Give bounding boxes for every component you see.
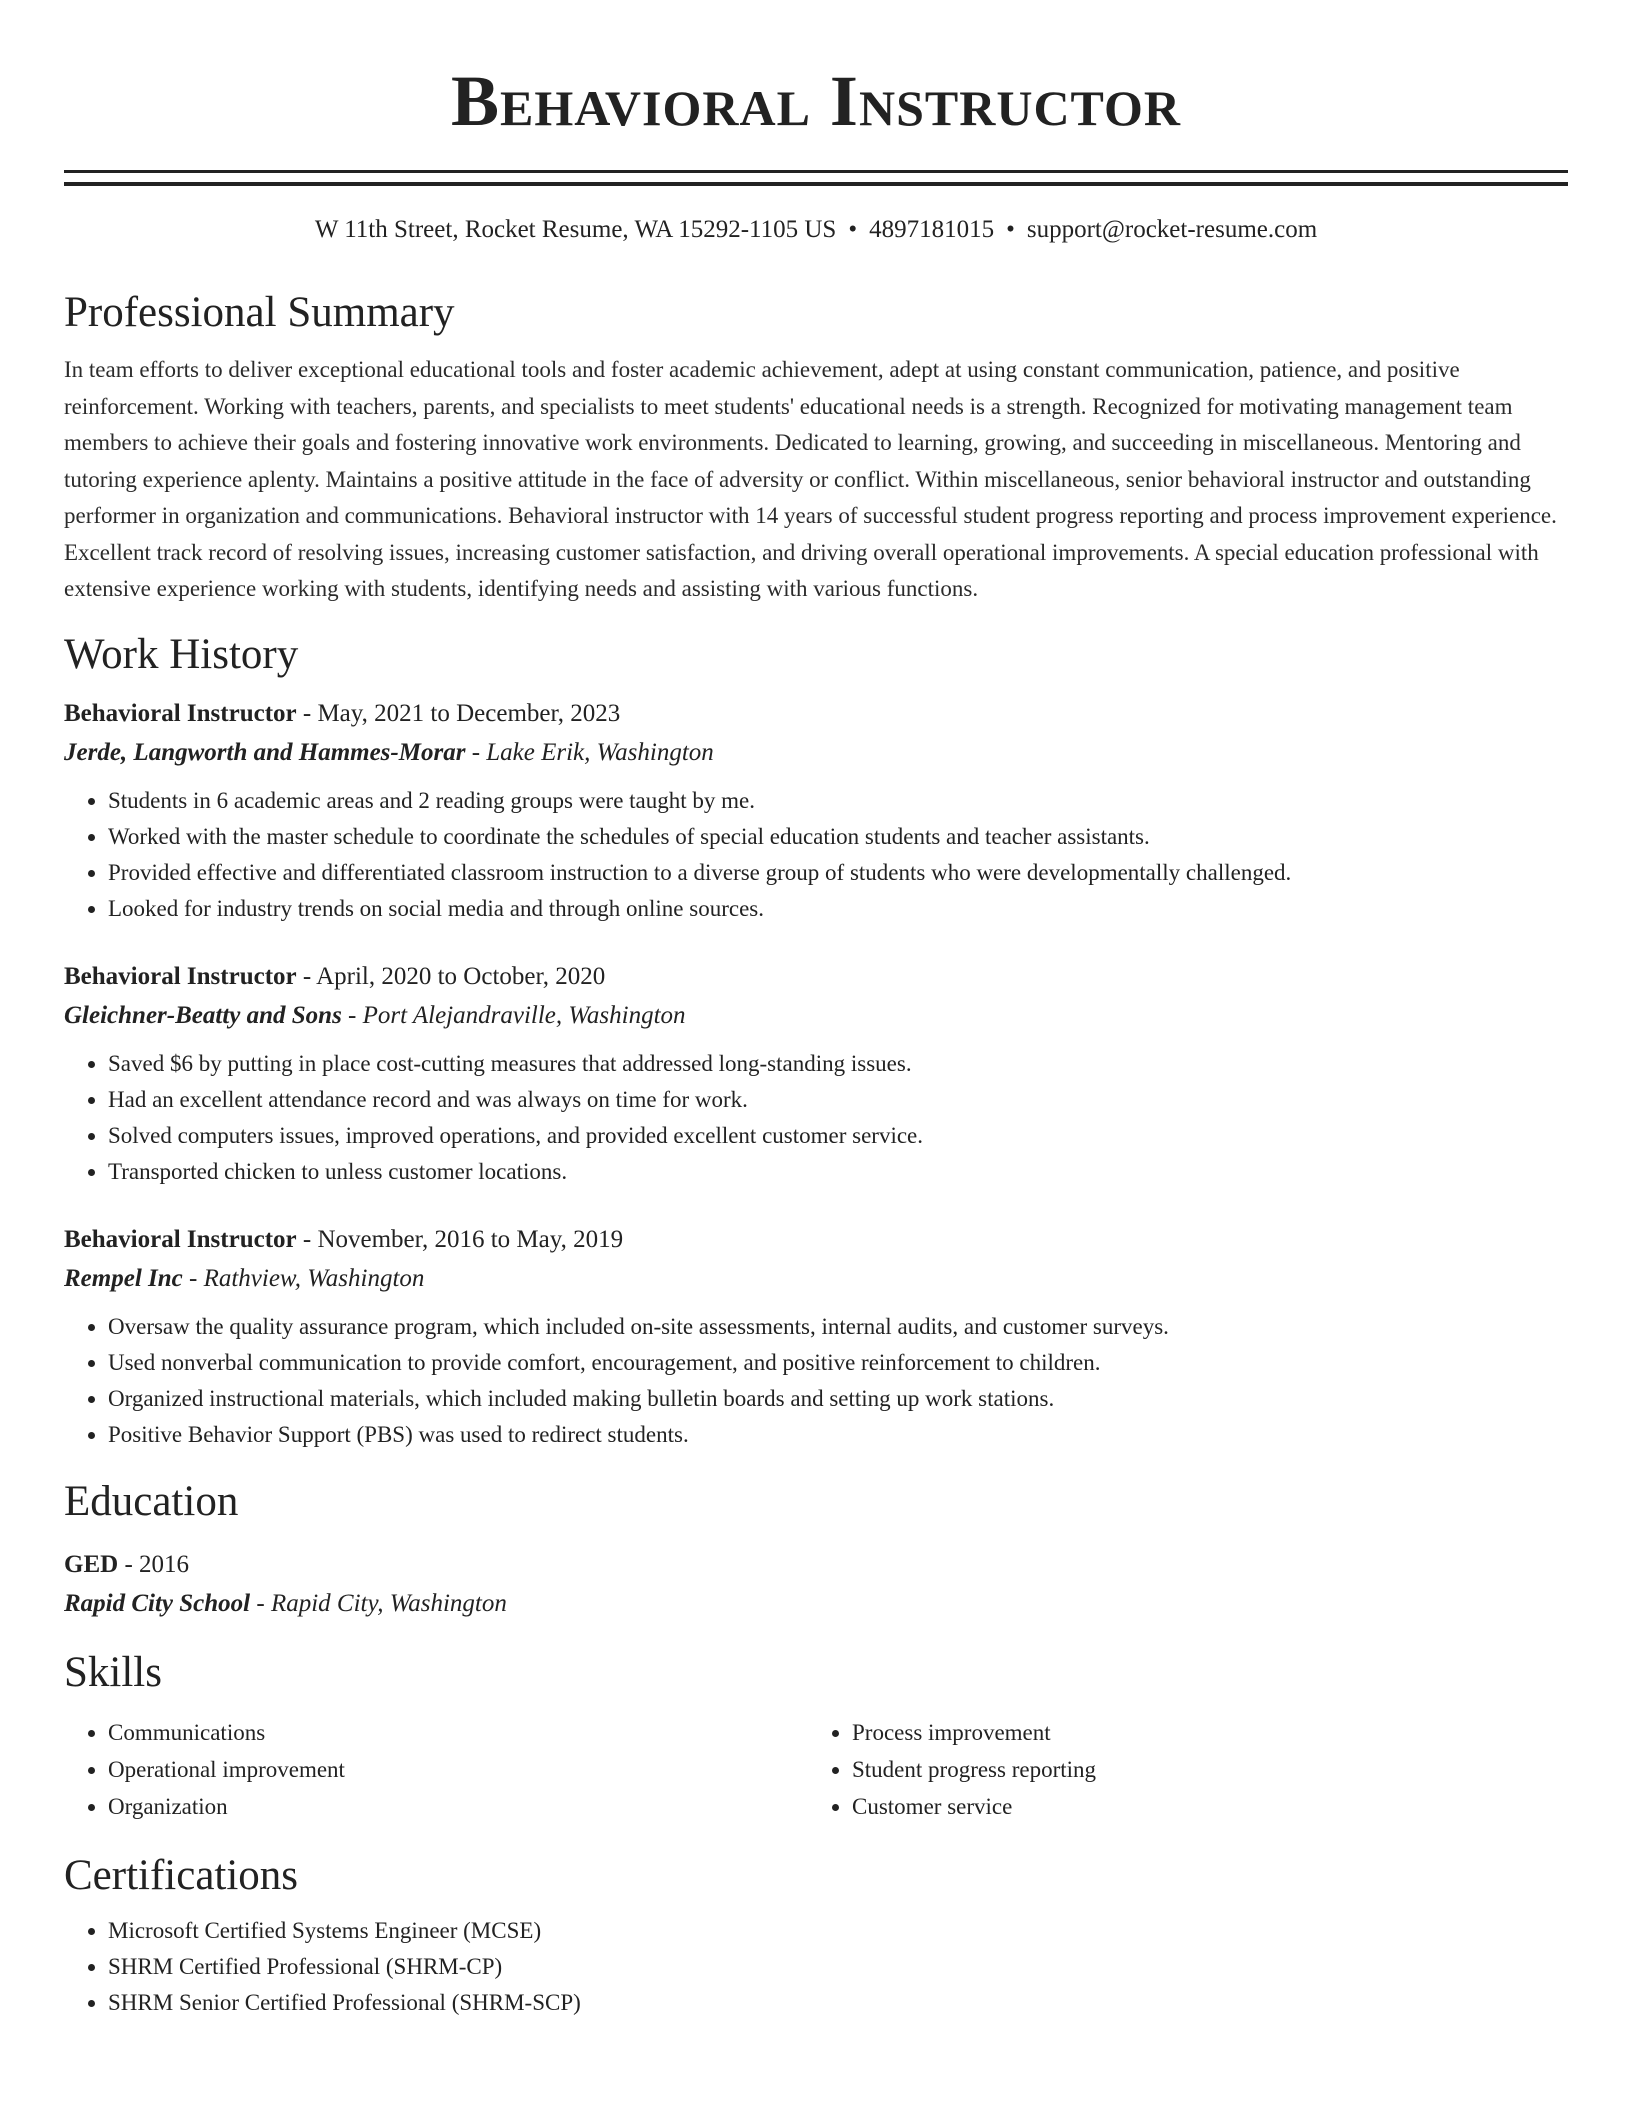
job-title-line [64, 694, 1568, 733]
job-bullet: • Looked for industry trends on social media and through online sources. [108, 891, 1568, 927]
skills-column-left [64, 1714, 808, 1825]
job-entry [64, 957, 1568, 1190]
section-heading-skills: Skills [64, 1648, 162, 1696]
contact-separator: • [1006, 216, 1015, 243]
education-entry [64, 1545, 1568, 1624]
degree: GED [64, 1550, 119, 1578]
skill-item: • Student progress reporting [852, 1751, 1552, 1788]
graduation-year: - 2016 [118, 1550, 190, 1578]
skill-item: • Process improvement [852, 1714, 1552, 1751]
company-name: Gleichner-Beatty and Sons [64, 1001, 342, 1029]
job-bullets [64, 1309, 1568, 1453]
contact-email: support@rocket-resume.com [1026, 216, 1318, 243]
company-line [64, 996, 1568, 1036]
job-dates: - November, 2016 to May, 2019 [296, 1225, 624, 1253]
job-title: Behavioral Instructor [64, 1225, 297, 1253]
job-bullet: • Oversaw the quality assurance program, which included on-site assessments, internal audits, and customer surveys. [108, 1309, 1568, 1345]
section-heading-certifications: Certifications [64, 1851, 299, 1899]
title-divider [64, 170, 1568, 186]
skill-item: • Organization [108, 1788, 808, 1825]
company-location: - Rathview, Washington [182, 1264, 425, 1292]
job-bullet: • Provided effective and differentiated classroom instruction to a diverse group of students who were developmentally challenged. [108, 855, 1568, 891]
job-bullet: • Used nonverbal communication to provide comfort, encouragement, and positive reinforcement to children. [108, 1345, 1568, 1381]
certification-list [64, 1913, 1568, 2021]
job-bullet: • Transported chicken to unless customer locations. [108, 1154, 1568, 1190]
skills-column-right [808, 1714, 1552, 1825]
company-line [64, 733, 1568, 773]
school-name: Rapid City School [64, 1589, 251, 1617]
company-location: - Port Alejandraville, Washington [341, 1001, 686, 1029]
job-bullets [64, 783, 1568, 927]
job-entry [64, 694, 1568, 927]
section-heading-summary: Professional Summary [64, 289, 455, 336]
company-line [64, 1259, 1568, 1299]
summary-text: In team efforts to deliver exceptional educational tools and foster academic achievement, adept at using constant communication, patience, and positive reinforcement. Working with teachers, parents, and specialists to meet students' educational needs is a strength. Recognized for motivating management team members to achieve their goals and fostering innovative work environments. Dedicated to learning, growing, and succeeding in miscellaneous. Mentoring and tutoring experience aplenty. Maintains a positive attitude in the face of adversity or conflict. Within miscellaneous, senior behavioral instructor and outstanding performer in organization and communications. Behavioral instructor with 14 years of successful student progress reporting and process improvement experience. Excellent track record of resolving issues, increasing customer satisfaction, and driving overall operational improvements. A special education professional with extensive experience working with students, identifying needs and assisting with various functions. [64, 357, 1557, 601]
skill-item: • Communications [108, 1714, 808, 1751]
company-name: Jerde, Langworth and Hammes-Morar [64, 738, 466, 766]
job-entry [64, 1220, 1568, 1453]
job-bullet: • Saved $6 by putting in place cost-cutting measures that addressed long-standing issues. [108, 1046, 1568, 1082]
certification-item: • Microsoft Certified Systems Engineer (MCSE) [108, 1913, 1568, 1949]
job-title: Behavioral Instructor [64, 962, 297, 990]
job-title-line [64, 1220, 1568, 1259]
certification-item: • SHRM Certified Professional (SHRM-CP) [108, 1949, 1568, 1985]
skill-item: • Operational improvement [108, 1751, 808, 1788]
skill-item: • Customer service [852, 1788, 1552, 1825]
degree-line [64, 1545, 1568, 1584]
job-title-line [64, 957, 1568, 996]
company-name: Rempel Inc [64, 1264, 183, 1292]
job-bullet: • Had an excellent attendance record and was always on time for work. [108, 1082, 1568, 1118]
job-bullet: • Students in 6 academic areas and 2 reading groups were taught by me. [108, 783, 1568, 819]
contact-phone: 4897181015 [869, 216, 995, 243]
job-dates: - May, 2021 to December, 2023 [296, 699, 621, 727]
job-bullet: • Organized instructional materials, which included making bulletin boards and setting up work stations. [108, 1381, 1568, 1417]
certification-item: • SHRM Senior Certified Professional (SHRM-SCP) [108, 1985, 1568, 2021]
company-location: - Lake Erik, Washington [465, 738, 714, 766]
job-dates: - April, 2020 to October, 2020 [296, 962, 606, 990]
school-line [64, 1584, 1568, 1624]
contact-separator: • [848, 216, 858, 243]
section-heading-work-history: Work History [64, 630, 299, 678]
job-bullets [64, 1046, 1568, 1190]
job-bullet: • Solved computers issues, improved operations, and provided excellent customer service. [108, 1118, 1568, 1154]
school-location: - Rapid City, Washington [250, 1589, 507, 1617]
resume-title: Behavioral Instructor [450, 61, 1181, 141]
section-heading-education: Education [64, 1477, 239, 1525]
job-title: Behavioral Instructor [64, 699, 297, 727]
job-bullet: • Worked with the master schedule to coordinate the schedules of special education students and teacher assistants. [108, 819, 1568, 855]
job-bullet: • Positive Behavior Support (PBS) was used to redirect students. [108, 1417, 1568, 1453]
contact-address: W 11th Street, Rocket Resume, WA 15292-1105 US [314, 216, 837, 243]
skills-grid [64, 1714, 1568, 1825]
contact-line [64, 214, 1568, 246]
